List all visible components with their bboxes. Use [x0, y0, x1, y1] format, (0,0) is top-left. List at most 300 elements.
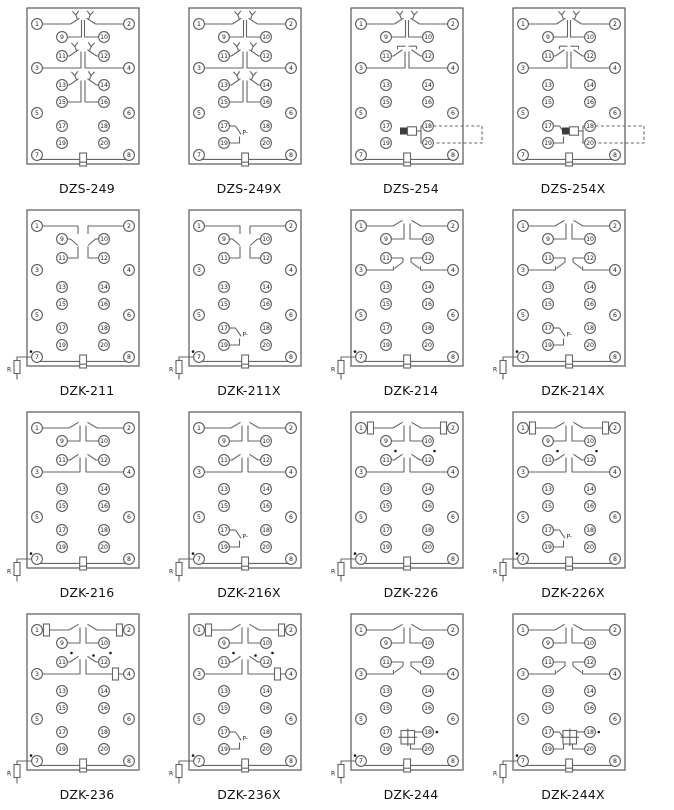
svg-text:16: 16	[424, 503, 432, 511]
diagram-label: DZK-211	[59, 383, 115, 398]
svg-text:11: 11	[382, 53, 390, 61]
diagram-label: DZK-216X	[217, 585, 281, 600]
svg-text:6: 6	[451, 312, 455, 320]
diagram-label: DZK-236X	[217, 787, 281, 802]
svg-text:13: 13	[220, 486, 228, 494]
svg-text:19: 19	[382, 746, 390, 754]
svg-text:17: 17	[382, 123, 390, 131]
diagram-cell-dzk-214x	[492, 206, 654, 408]
svg-text:7: 7	[35, 556, 39, 564]
svg-text:2: 2	[127, 627, 131, 635]
svg-text:10: 10	[586, 640, 594, 648]
svg-text:R: R	[169, 568, 174, 576]
svg-text:12: 12	[424, 255, 432, 263]
diagram-cell-dzs-254	[330, 4, 492, 206]
relay-terminal-diagram	[7, 410, 167, 584]
svg-text:8: 8	[613, 152, 617, 160]
svg-text:15: 15	[544, 99, 552, 107]
svg-text:14: 14	[586, 688, 594, 696]
svg-text:19: 19	[382, 544, 390, 552]
svg-text:3: 3	[197, 65, 201, 73]
svg-text:5: 5	[359, 110, 363, 118]
diagram-cell-dzk-214	[330, 206, 492, 408]
svg-text:16: 16	[586, 301, 594, 309]
svg-text:10: 10	[262, 438, 270, 446]
svg-text:1: 1	[35, 425, 39, 433]
diagram-label: DZK-226	[383, 585, 439, 600]
relay-terminal-diagram	[7, 208, 167, 382]
svg-text:20: 20	[586, 746, 594, 754]
diagram-cell-dzk-244x	[492, 610, 654, 810]
svg-text:8: 8	[613, 556, 617, 564]
diagram-label: DZS-254X	[540, 181, 606, 196]
svg-text:15: 15	[382, 503, 390, 511]
svg-text:10: 10	[424, 640, 432, 648]
svg-text:5: 5	[521, 514, 525, 522]
svg-text:9: 9	[546, 438, 550, 446]
svg-text:13: 13	[544, 284, 552, 292]
svg-text:16: 16	[100, 503, 108, 511]
svg-text:1: 1	[521, 223, 525, 231]
svg-text:4: 4	[127, 65, 131, 73]
svg-text:7: 7	[359, 556, 363, 564]
diagram-label: DZK-216	[59, 585, 115, 600]
svg-text:8: 8	[127, 152, 131, 160]
svg-text:11: 11	[544, 255, 552, 263]
svg-text:6: 6	[451, 514, 455, 522]
svg-text:11: 11	[382, 457, 390, 465]
svg-text:20: 20	[100, 746, 108, 754]
svg-text:10: 10	[100, 34, 108, 42]
svg-text:19: 19	[544, 544, 552, 552]
svg-text:3: 3	[35, 469, 39, 477]
svg-text:17: 17	[382, 729, 390, 737]
svg-text:6: 6	[451, 716, 455, 724]
svg-text:7: 7	[35, 152, 39, 160]
diagram-cell-dzk-216	[6, 408, 168, 610]
relay-terminal-diagram	[7, 612, 167, 786]
svg-text:18: 18	[100, 325, 108, 333]
svg-text:15: 15	[220, 705, 228, 713]
svg-text:5: 5	[359, 514, 363, 522]
svg-text:2: 2	[289, 425, 293, 433]
diagram-label: DZK-211X	[217, 383, 281, 398]
svg-text:18: 18	[100, 729, 108, 737]
svg-text:9: 9	[384, 640, 388, 648]
svg-text:18: 18	[424, 325, 432, 333]
svg-text:10: 10	[100, 438, 108, 446]
diagram-cell-dzk-236x	[168, 610, 330, 810]
svg-text:16: 16	[100, 99, 108, 107]
diagram-cell-dzk-244	[330, 610, 492, 810]
diagram-label: DZS-249	[59, 181, 115, 196]
svg-text:15: 15	[544, 503, 552, 511]
svg-text:19: 19	[382, 140, 390, 148]
svg-text:12: 12	[100, 659, 108, 667]
diagram-cell-dzk-226x	[492, 408, 654, 610]
svg-text:6: 6	[289, 110, 293, 118]
svg-text:2: 2	[613, 223, 617, 231]
svg-text:12: 12	[262, 53, 270, 61]
svg-text:3: 3	[35, 267, 39, 275]
svg-text:2: 2	[127, 223, 131, 231]
svg-text:15: 15	[58, 99, 66, 107]
svg-text:P-: P-	[566, 332, 572, 339]
svg-text:8: 8	[289, 556, 293, 564]
svg-text:7: 7	[359, 354, 363, 362]
diagram-cell-dzs-249	[6, 4, 168, 206]
svg-text:14: 14	[424, 284, 432, 292]
svg-text:16: 16	[100, 705, 108, 713]
svg-text:4: 4	[289, 65, 293, 73]
svg-text:8: 8	[451, 152, 455, 160]
svg-text:13: 13	[58, 688, 66, 696]
svg-text:P-: P-	[242, 736, 248, 743]
svg-text:19: 19	[58, 140, 66, 148]
svg-text:5: 5	[197, 110, 201, 118]
svg-text:18: 18	[586, 729, 594, 737]
svg-text:7: 7	[35, 758, 39, 766]
svg-text:P-: P-	[242, 534, 248, 541]
svg-text:13: 13	[58, 284, 66, 292]
svg-text:11: 11	[544, 659, 552, 667]
svg-text:2: 2	[613, 425, 617, 433]
svg-text:17: 17	[382, 527, 390, 535]
svg-text:17: 17	[544, 123, 552, 131]
svg-text:16: 16	[100, 301, 108, 309]
svg-text:20: 20	[100, 140, 108, 148]
svg-text:15: 15	[220, 301, 228, 309]
svg-text:16: 16	[586, 503, 594, 511]
svg-text:7: 7	[197, 556, 201, 564]
svg-text:12: 12	[262, 659, 270, 667]
svg-text:4: 4	[127, 469, 131, 477]
svg-text:15: 15	[382, 99, 390, 107]
svg-text:6: 6	[127, 312, 131, 320]
svg-text:R: R	[493, 366, 498, 374]
svg-text:5: 5	[359, 312, 363, 320]
svg-text:1: 1	[359, 223, 363, 231]
svg-text:7: 7	[197, 152, 201, 160]
svg-text:14: 14	[262, 486, 270, 494]
svg-text:11: 11	[220, 457, 228, 465]
svg-text:19: 19	[58, 544, 66, 552]
relay-terminal-diagram	[169, 6, 329, 180]
svg-text:12: 12	[262, 457, 270, 465]
svg-text:7: 7	[359, 758, 363, 766]
svg-text:12: 12	[100, 255, 108, 263]
svg-text:12: 12	[424, 659, 432, 667]
svg-text:6: 6	[127, 716, 131, 724]
svg-text:9: 9	[546, 236, 550, 244]
svg-text:15: 15	[382, 705, 390, 713]
diagram-cell-dzs-254x	[492, 4, 654, 206]
svg-text:10: 10	[100, 236, 108, 244]
svg-text:R: R	[331, 770, 336, 778]
svg-text:R: R	[331, 366, 336, 374]
svg-text:20: 20	[586, 140, 594, 148]
svg-text:1: 1	[197, 627, 201, 635]
svg-text:20: 20	[100, 544, 108, 552]
svg-text:8: 8	[613, 758, 617, 766]
svg-text:16: 16	[262, 99, 270, 107]
svg-text:8: 8	[127, 354, 131, 362]
diagram-cell-dzs-249x	[168, 4, 330, 206]
svg-text:5: 5	[35, 110, 39, 118]
svg-text:4: 4	[127, 267, 131, 275]
relay-terminal-diagram	[331, 410, 491, 584]
svg-text:16: 16	[262, 705, 270, 713]
svg-text:1: 1	[521, 21, 525, 29]
svg-text:7: 7	[521, 556, 525, 564]
svg-text:2: 2	[451, 425, 455, 433]
svg-text:7: 7	[35, 354, 39, 362]
svg-text:20: 20	[262, 342, 270, 350]
svg-text:3: 3	[521, 671, 525, 679]
svg-text:18: 18	[424, 527, 432, 535]
svg-text:14: 14	[586, 284, 594, 292]
svg-text:11: 11	[58, 457, 66, 465]
svg-text:11: 11	[382, 255, 390, 263]
svg-text:10: 10	[262, 236, 270, 244]
svg-text:2: 2	[127, 425, 131, 433]
svg-text:17: 17	[544, 325, 552, 333]
svg-text:20: 20	[262, 544, 270, 552]
svg-text:5: 5	[35, 716, 39, 724]
svg-text:6: 6	[289, 716, 293, 724]
svg-text:12: 12	[586, 53, 594, 61]
diagram-cell-dzk-211	[6, 206, 168, 408]
diagram-label: DZK-214	[383, 383, 439, 398]
svg-text:20: 20	[586, 342, 594, 350]
svg-text:13: 13	[382, 284, 390, 292]
svg-text:3: 3	[521, 469, 525, 477]
svg-text:17: 17	[220, 123, 228, 131]
svg-text:2: 2	[451, 627, 455, 635]
svg-text:12: 12	[586, 255, 594, 263]
svg-text:4: 4	[289, 469, 293, 477]
svg-text:19: 19	[220, 746, 228, 754]
svg-text:14: 14	[586, 486, 594, 494]
svg-text:7: 7	[359, 152, 363, 160]
svg-text:R: R	[7, 770, 12, 778]
svg-text:5: 5	[35, 312, 39, 320]
svg-text:16: 16	[424, 301, 432, 309]
svg-text:10: 10	[424, 34, 432, 42]
diagram-label: DZK-236	[59, 787, 115, 802]
svg-text:5: 5	[521, 312, 525, 320]
svg-text:13: 13	[382, 688, 390, 696]
svg-text:18: 18	[262, 325, 270, 333]
svg-text:3: 3	[35, 671, 39, 679]
svg-text:13: 13	[544, 486, 552, 494]
svg-text:10: 10	[424, 236, 432, 244]
diagram-cell-dzk-226	[330, 408, 492, 610]
relay-terminal-diagram	[169, 410, 329, 584]
svg-text:7: 7	[197, 354, 201, 362]
diagram-label: DZS-254	[383, 181, 439, 196]
svg-text:16: 16	[586, 705, 594, 713]
svg-text:R: R	[331, 568, 336, 576]
svg-text:18: 18	[586, 123, 594, 131]
svg-text:1: 1	[521, 425, 525, 433]
svg-text:17: 17	[544, 729, 552, 737]
svg-text:1: 1	[35, 223, 39, 231]
svg-text:12: 12	[262, 255, 270, 263]
svg-text:2: 2	[289, 223, 293, 231]
relay-terminal-diagram	[493, 612, 653, 786]
svg-text:8: 8	[127, 556, 131, 564]
svg-text:R: R	[169, 770, 174, 778]
svg-text:14: 14	[262, 688, 270, 696]
svg-text:3: 3	[359, 671, 363, 679]
svg-text:19: 19	[220, 342, 228, 350]
svg-text:1: 1	[359, 425, 363, 433]
svg-text:17: 17	[58, 325, 66, 333]
svg-text:6: 6	[613, 110, 617, 118]
svg-text:9: 9	[222, 236, 226, 244]
svg-text:9: 9	[222, 34, 226, 42]
svg-text:3: 3	[197, 469, 201, 477]
svg-text:13: 13	[220, 688, 228, 696]
svg-text:9: 9	[384, 34, 388, 42]
svg-text:17: 17	[58, 729, 66, 737]
svg-text:12: 12	[424, 53, 432, 61]
svg-text:18: 18	[262, 123, 270, 131]
svg-text:6: 6	[289, 514, 293, 522]
svg-text:18: 18	[424, 729, 432, 737]
svg-text:1: 1	[197, 21, 201, 29]
svg-text:4: 4	[613, 469, 617, 477]
svg-text:9: 9	[384, 236, 388, 244]
svg-text:4: 4	[289, 671, 293, 679]
svg-text:R: R	[169, 366, 174, 374]
svg-text:2: 2	[127, 21, 131, 29]
relay-terminal-diagram	[7, 6, 167, 180]
svg-text:9: 9	[60, 236, 64, 244]
svg-text:11: 11	[58, 53, 66, 61]
svg-text:9: 9	[222, 640, 226, 648]
svg-text:2: 2	[289, 627, 293, 635]
svg-text:9: 9	[60, 34, 64, 42]
svg-text:2: 2	[289, 21, 293, 29]
svg-text:4: 4	[613, 671, 617, 679]
svg-text:18: 18	[586, 527, 594, 535]
svg-text:18: 18	[100, 123, 108, 131]
svg-text:P-: P-	[566, 534, 572, 541]
svg-text:20: 20	[100, 342, 108, 350]
svg-text:7: 7	[521, 152, 525, 160]
svg-text:1: 1	[521, 627, 525, 635]
svg-text:7: 7	[197, 758, 201, 766]
svg-text:6: 6	[289, 312, 293, 320]
svg-text:5: 5	[359, 716, 363, 724]
svg-text:3: 3	[521, 65, 525, 73]
svg-text:20: 20	[424, 544, 432, 552]
svg-text:10: 10	[262, 640, 270, 648]
svg-text:18: 18	[424, 123, 432, 131]
svg-text:1: 1	[197, 425, 201, 433]
svg-text:16: 16	[262, 503, 270, 511]
svg-text:14: 14	[424, 82, 432, 90]
diagram-cell-dzk-236	[6, 610, 168, 810]
svg-text:4: 4	[451, 671, 455, 679]
svg-text:19: 19	[544, 140, 552, 148]
svg-text:3: 3	[35, 65, 39, 73]
svg-text:20: 20	[262, 140, 270, 148]
svg-text:17: 17	[58, 527, 66, 535]
svg-text:17: 17	[220, 325, 228, 333]
svg-text:15: 15	[58, 503, 66, 511]
svg-text:10: 10	[262, 34, 270, 42]
svg-text:4: 4	[451, 469, 455, 477]
svg-text:4: 4	[613, 267, 617, 275]
relay-terminal-diagram	[331, 208, 491, 382]
svg-text:1: 1	[35, 21, 39, 29]
svg-text:4: 4	[289, 267, 293, 275]
svg-text:12: 12	[586, 457, 594, 465]
svg-text:19: 19	[220, 544, 228, 552]
svg-text:8: 8	[451, 556, 455, 564]
svg-text:14: 14	[586, 82, 594, 90]
svg-text:6: 6	[613, 514, 617, 522]
svg-text:2: 2	[613, 21, 617, 29]
svg-text:14: 14	[424, 688, 432, 696]
diagram-label: DZS-249X	[216, 181, 282, 196]
diagram-label: DZK-226X	[541, 585, 605, 600]
svg-text:19: 19	[220, 140, 228, 148]
diagram-label: DZK-244X	[541, 787, 605, 802]
relay-terminal-diagram	[493, 208, 653, 382]
svg-text:19: 19	[544, 746, 552, 754]
relay-terminal-diagram	[169, 208, 329, 382]
svg-text:3: 3	[359, 267, 363, 275]
svg-text:13: 13	[544, 688, 552, 696]
svg-text:9: 9	[60, 640, 64, 648]
svg-text:16: 16	[262, 301, 270, 309]
svg-text:2: 2	[451, 21, 455, 29]
svg-text:19: 19	[544, 342, 552, 350]
svg-text:4: 4	[451, 267, 455, 275]
svg-text:16: 16	[424, 705, 432, 713]
svg-text:10: 10	[424, 438, 432, 446]
svg-text:R: R	[493, 568, 498, 576]
svg-text:15: 15	[220, 503, 228, 511]
svg-text:11: 11	[544, 457, 552, 465]
svg-text:15: 15	[220, 99, 228, 107]
svg-text:15: 15	[58, 705, 66, 713]
svg-text:2: 2	[613, 627, 617, 635]
svg-text:20: 20	[424, 342, 432, 350]
svg-text:1: 1	[197, 223, 201, 231]
svg-text:15: 15	[382, 301, 390, 309]
svg-text:19: 19	[382, 342, 390, 350]
relay-terminal-diagram	[169, 612, 329, 786]
svg-text:8: 8	[451, 354, 455, 362]
svg-text:17: 17	[544, 527, 552, 535]
svg-text:12: 12	[586, 659, 594, 667]
svg-text:9: 9	[546, 640, 550, 648]
svg-text:16: 16	[424, 99, 432, 107]
svg-text:9: 9	[384, 438, 388, 446]
svg-text:9: 9	[60, 438, 64, 446]
svg-text:5: 5	[197, 312, 201, 320]
svg-text:10: 10	[100, 640, 108, 648]
svg-text:5: 5	[521, 110, 525, 118]
svg-text:15: 15	[58, 301, 66, 309]
svg-text:14: 14	[424, 486, 432, 494]
svg-text:14: 14	[100, 486, 108, 494]
